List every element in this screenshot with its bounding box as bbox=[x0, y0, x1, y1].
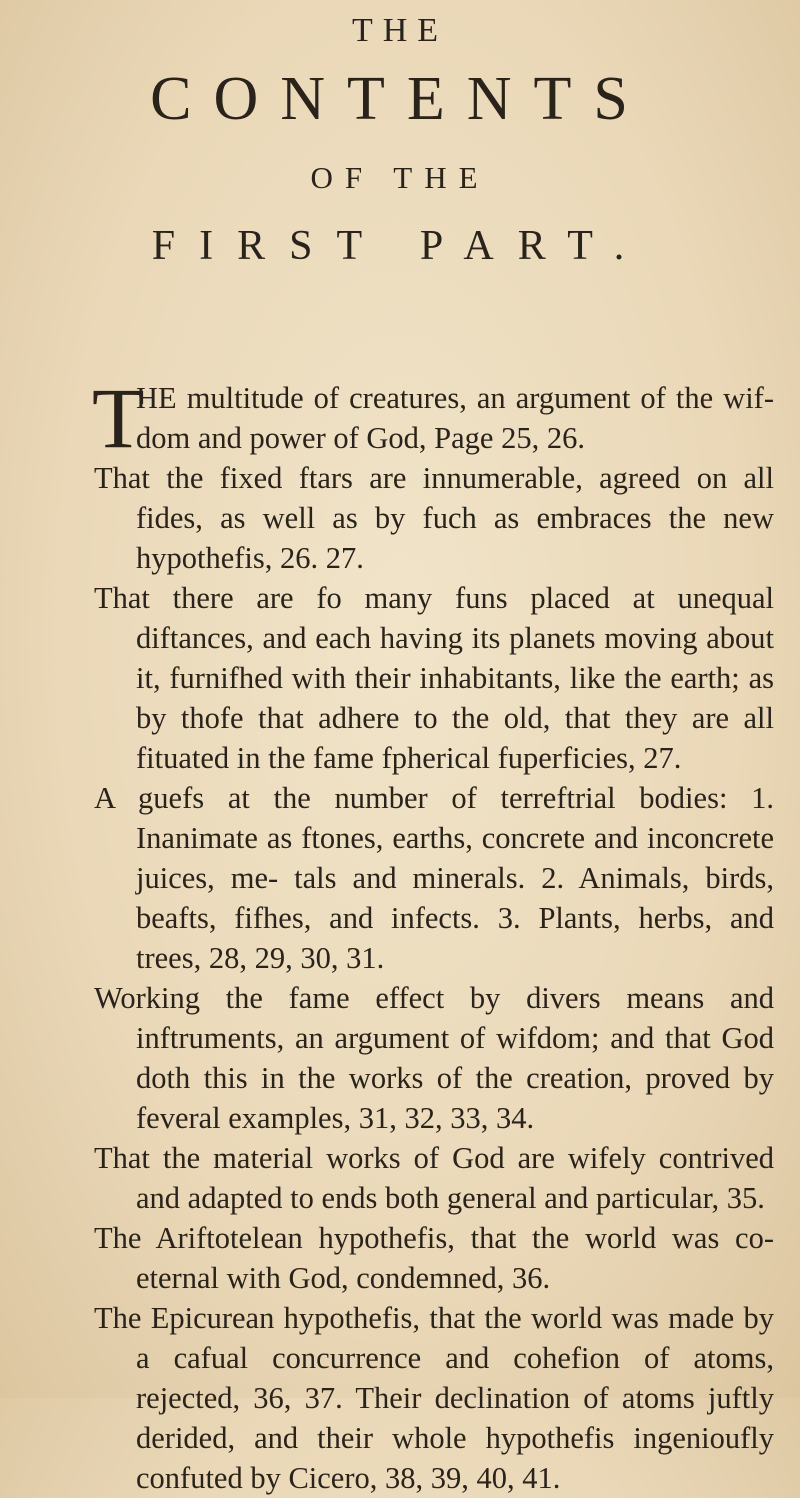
contents-entry-8 bbox=[94, 1298, 774, 1498]
entry-text: That there are fo many funs placed at unequal diftances, and each having its planets moving about it, furnifhed with their inhabitants, like the earth; as by thofe that adhere to the old, that they are all fituated in the fame fpherical fuperficies, 27. bbox=[94, 581, 774, 775]
heading-contents: CONTENTS bbox=[150, 65, 650, 133]
contents-entry-4 bbox=[94, 778, 774, 978]
entry-text: The Epicurean hypothefis, that the world was made by a cafual concurrence and cohefion of atoms, rejected, 36, 37. Their declination of atoms juftly derided, and their whole hypothefis ingenioufly confuted by Cicero, 38, 39, 40, 41. bbox=[94, 1301, 774, 1495]
contents-entry-3 bbox=[94, 578, 774, 778]
contents-list bbox=[92, 370, 774, 1498]
drop-cap: T bbox=[92, 370, 145, 466]
contents-entry-5 bbox=[94, 978, 774, 1138]
contents-entry-6 bbox=[94, 1138, 774, 1218]
heading-first-part: FIRST PART. bbox=[151, 223, 649, 269]
entry-text: HE multitude of creatures, an argument of the wif- dom and power of God, Page 25, 26. bbox=[136, 381, 774, 455]
contents-entry-1 bbox=[92, 370, 774, 466]
heading-the: THE bbox=[351, 12, 449, 49]
entry-text: Working the fame effect by divers means and inftruments, an argument of wifdom; and that God doth this in the works of the creation, proved by feveral examples, 31, 32, 33, 34. bbox=[94, 981, 774, 1135]
entry-text: That the material works of God are wifely contrived and adapted to ends both general and particular, 35. bbox=[94, 1141, 774, 1215]
heading-of-the: OF THE bbox=[310, 160, 490, 195]
entry-text: That the fixed ftars are innumerable, agreed on all fides, as well as by fuch as embraces the new hypothefis, 26. 27. bbox=[94, 461, 774, 575]
entry-text: The Ariftotelean hypothefis, that the world was co-eternal with God, condemned, 36. bbox=[94, 1221, 774, 1295]
contents-entry-7 bbox=[94, 1218, 774, 1298]
entry-text: A guefs at the number of terreftrial bodies: 1. Inanimate as ftones, earths, concrete and inconcrete juices, me- tals and minerals. 2. Animals, birds, beafts, fifhes, and infects. 3. Plants, herbs, and trees, 28, 29, 30, 31. bbox=[94, 781, 774, 975]
contents-entry-2 bbox=[94, 458, 774, 578]
